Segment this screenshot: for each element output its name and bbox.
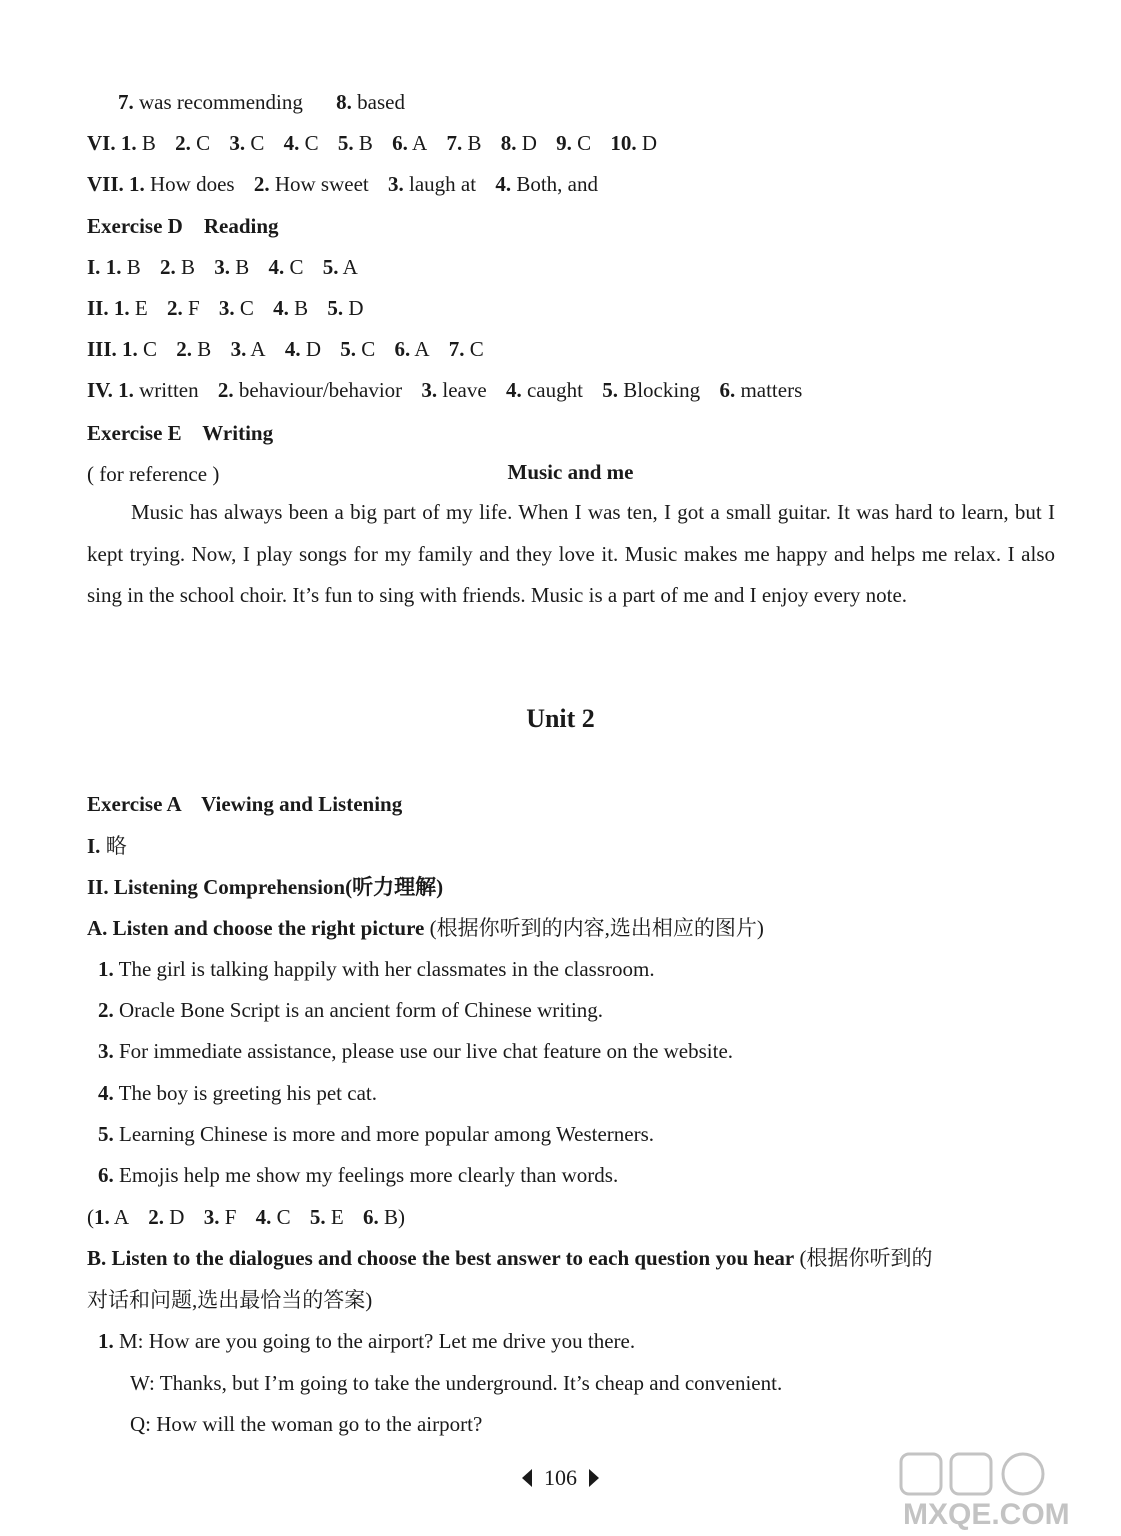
- answer-line-v-cont: 7. was recommending 8. based: [118, 90, 405, 114]
- list-item: 5. Learning Chinese is more and more popular among Westerners.: [98, 1122, 655, 1146]
- left-triangle-icon: [522, 1469, 532, 1487]
- essay-title: Music and me: [507, 460, 634, 484]
- dialogue-m: 1. M: How are you going to the airport? Let me drive you there.: [98, 1329, 636, 1353]
- page-number: 106: [0, 1465, 1121, 1491]
- watermark-text: MXQE.COM: [903, 1498, 1070, 1530]
- answer-line-vii: VII. 1. How does 2. How sweet 3. laugh at 4. Both, and: [87, 172, 598, 196]
- answer-key-a: (1. A 2. D 3. F 4. C 5. E 6. B): [87, 1205, 405, 1229]
- dialogue-w: W: Thanks, but I’m going to take the underground. It’s cheap and convenient.: [130, 1371, 783, 1395]
- answer-line-ii: II. 1. E 2. F 3. C 4. B 5. D: [87, 296, 364, 320]
- answer-line-iii: III. 1. C 2. B 3. A 4. D 5. C 6. A 7. C: [87, 337, 484, 361]
- answer-line-iv: IV. 1. written 2. behaviour/behavior 3. leave 4. caught 5. Blocking 6. matters: [87, 378, 803, 402]
- dialogue-q: Q: How will the woman go to the airport?: [130, 1412, 483, 1436]
- section-i: I. 略: [87, 834, 127, 858]
- unit-title: Unit 2: [526, 704, 595, 733]
- section-ii: II. Listening Comprehension(听力理解): [87, 875, 444, 899]
- answer-line-vi: VI. 1. B 2. C 3. C 4. C 5. B 6. A 7. B 8. D 9. C 10. D: [87, 131, 658, 155]
- list-item: 6. Emojis help me show my feelings more clearly than words.: [98, 1163, 619, 1187]
- section-b-cont: 对话和问题,选出最恰当的答案): [87, 1288, 373, 1312]
- section-b: B. Listen to the dialogues and choose the best answer to each question you hear (根据你听到的: [87, 1246, 933, 1270]
- list-item: 2. Oracle Bone Script is an ancient form of Chinese writing.: [98, 998, 604, 1022]
- list-item: 3. For immediate assistance, please use our live chat feature on the website.: [98, 1039, 734, 1063]
- right-triangle-icon: [589, 1469, 599, 1487]
- section-a: A. Listen and choose the right picture (根据你听到的内容,选出相应的图片): [87, 916, 764, 940]
- watermark-logo: [893, 1450, 1113, 1530]
- exercise-a-heading: Exercise A Viewing and Listening: [87, 792, 403, 816]
- essay-note: ( for reference ): [87, 462, 220, 486]
- exercise-e-heading: Exercise E Writing: [87, 421, 274, 445]
- list-item: 1. The girl is talking happily with her classmates in the classroom.: [98, 957, 655, 981]
- exercise-d-heading: Exercise D Reading: [87, 214, 279, 238]
- essay-body: Music has always been a big part of my life. When I was ten, I got a small guitar. It was hard to learn, but I kept trying. Now, I play songs for my family and they love it. Music makes me happy and helps me relax. I also sing in the school choir. It’s fun to sing with friends. Music is a part of me and I enjoy every note.: [87, 500, 1055, 607]
- list-item: 4. The boy is greeting his pet cat.: [98, 1081, 377, 1105]
- answer-line-i: I. 1. B 2. B 3. B 4. C 5. A: [87, 255, 358, 279]
